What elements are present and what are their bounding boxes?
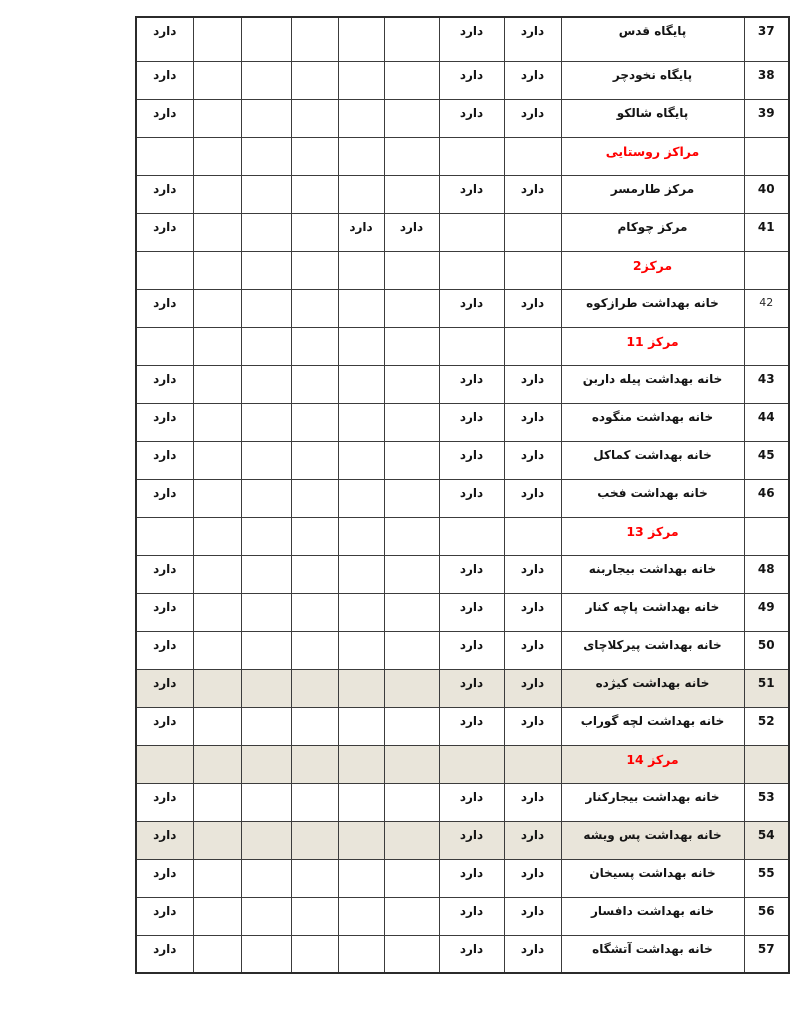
table-row (136, 593, 789, 631)
cell-status (504, 251, 561, 289)
cell-center-name: خانه بهداشت لچه گوراب (561, 707, 744, 745)
cell-status (291, 517, 338, 555)
cell-status (384, 631, 439, 669)
cell-status (193, 897, 241, 935)
cell-status (439, 745, 504, 783)
cell-status (384, 137, 439, 175)
cell-status (193, 99, 241, 137)
cell-status (193, 935, 241, 973)
cell-status (384, 935, 439, 973)
cell-status: دارد (504, 289, 561, 327)
cell-status: دارد (504, 707, 561, 745)
cell-status (193, 61, 241, 99)
cell-row-number: 57 (744, 935, 789, 973)
table-row (136, 821, 789, 859)
cell-status: دارد (338, 213, 384, 251)
cell-status (338, 441, 384, 479)
cell-status (193, 783, 241, 821)
cell-status (384, 669, 439, 707)
cell-status (338, 555, 384, 593)
cell-status (338, 859, 384, 897)
cell-status (384, 517, 439, 555)
cell-status: دارد (439, 365, 504, 403)
cell-status: دارد (136, 289, 193, 327)
cell-status: دارد (136, 669, 193, 707)
cell-status: دارد (504, 403, 561, 441)
cell-row-number: 52 (744, 707, 789, 745)
cell-status: دارد (439, 403, 504, 441)
table-row (136, 61, 789, 99)
cell-status (384, 821, 439, 859)
table-row (136, 17, 789, 61)
cell-row-number: 46 (744, 479, 789, 517)
cell-center-name: مرکز طارمسر (561, 175, 744, 213)
cell-status: دارد (136, 99, 193, 137)
cell-status (291, 403, 338, 441)
table-row (136, 707, 789, 745)
cell-row-number: 55 (744, 859, 789, 897)
cell-status (193, 859, 241, 897)
cell-row-number (744, 327, 789, 365)
cell-status (193, 327, 241, 365)
cell-status (439, 137, 504, 175)
cell-status (193, 707, 241, 745)
cell-status (384, 707, 439, 745)
cell-status (241, 175, 291, 213)
cell-status (241, 669, 291, 707)
cell-status: دارد (504, 555, 561, 593)
cell-status (241, 479, 291, 517)
table-row (136, 631, 789, 669)
cell-status (291, 213, 338, 251)
health-centers-table (135, 16, 790, 974)
cell-status (193, 441, 241, 479)
table-row (136, 289, 789, 327)
cell-center-name: خانه بهداشت فخب (561, 479, 744, 517)
cell-status (291, 289, 338, 327)
cell-status (136, 137, 193, 175)
cell-status (193, 517, 241, 555)
cell-center-name: خانه بهداشت پاچه کنار (561, 593, 744, 631)
cell-status: دارد (439, 555, 504, 593)
cell-status (338, 365, 384, 403)
cell-row-number: 40 (744, 175, 789, 213)
cell-status (241, 707, 291, 745)
cell-center-name: خانه بهداشت آتشگاه (561, 935, 744, 973)
cell-status: دارد (439, 61, 504, 99)
cell-status (384, 479, 439, 517)
cell-status: دارد (136, 897, 193, 935)
cell-status (439, 213, 504, 251)
cell-status (384, 593, 439, 631)
cell-status (136, 745, 193, 783)
cell-status: دارد (439, 783, 504, 821)
cell-status: دارد (136, 593, 193, 631)
cell-status: دارد (439, 631, 504, 669)
cell-status (384, 441, 439, 479)
cell-status (241, 593, 291, 631)
cell-status: دارد (136, 479, 193, 517)
cell-status (504, 327, 561, 365)
cell-status: دارد (504, 935, 561, 973)
cell-status (291, 745, 338, 783)
cell-status: دارد (439, 289, 504, 327)
cell-status (193, 365, 241, 403)
cell-row-number: 54 (744, 821, 789, 859)
cell-status (291, 479, 338, 517)
cell-status: دارد (504, 61, 561, 99)
cell-status (291, 99, 338, 137)
table-row (136, 441, 789, 479)
cell-status (439, 327, 504, 365)
cell-status (241, 403, 291, 441)
cell-status (338, 251, 384, 289)
cell-status (241, 555, 291, 593)
cell-status (193, 251, 241, 289)
cell-status: دارد (136, 17, 193, 61)
cell-status (193, 593, 241, 631)
cell-center-name: خانه بهداشت پیرکلاچای (561, 631, 744, 669)
cell-status (241, 631, 291, 669)
cell-status (241, 365, 291, 403)
cell-status (338, 935, 384, 973)
cell-status (291, 897, 338, 935)
cell-status (384, 859, 439, 897)
cell-center-name: خانه بهداشت پیله داربن (561, 365, 744, 403)
cell-status: دارد (439, 593, 504, 631)
cell-status (439, 251, 504, 289)
cell-status: دارد (439, 17, 504, 61)
cell-status (291, 707, 338, 745)
section-header-row (136, 517, 789, 555)
cell-status: دارد (504, 669, 561, 707)
cell-status (193, 137, 241, 175)
cell-status: دارد (136, 441, 193, 479)
cell-status (241, 783, 291, 821)
cell-row-number: 50 (744, 631, 789, 669)
cell-status (241, 137, 291, 175)
cell-status: دارد (439, 441, 504, 479)
cell-status: دارد (136, 783, 193, 821)
cell-status (291, 935, 338, 973)
cell-row-number: 45 (744, 441, 789, 479)
cell-status (384, 365, 439, 403)
table-row (136, 213, 789, 251)
cell-status (291, 783, 338, 821)
table-row (136, 935, 789, 973)
cell-status (193, 555, 241, 593)
cell-row-number (744, 137, 789, 175)
cell-status (384, 251, 439, 289)
cell-status (384, 61, 439, 99)
cell-status (193, 289, 241, 327)
cell-status (241, 17, 291, 61)
cell-status: دارد (136, 631, 193, 669)
cell-status (291, 137, 338, 175)
cell-status: دارد (136, 213, 193, 251)
cell-status (193, 745, 241, 783)
cell-status (384, 897, 439, 935)
cell-status: دارد (504, 821, 561, 859)
cell-status: دارد (384, 213, 439, 251)
cell-row-number: 39 (744, 99, 789, 137)
cell-row-number: 56 (744, 897, 789, 935)
cell-center-name: مرکز چوکام (561, 213, 744, 251)
cell-status: دارد (504, 441, 561, 479)
cell-center-name: خانه بهداشت کماکل (561, 441, 744, 479)
cell-status (291, 593, 338, 631)
cell-status (291, 441, 338, 479)
cell-center-name: خانه بهداشت کیژده (561, 669, 744, 707)
cell-status (241, 935, 291, 973)
cell-status (291, 17, 338, 61)
cell-row-number: 48 (744, 555, 789, 593)
cell-status (384, 555, 439, 593)
cell-center-name: خانه بهداشت بیجاربنه (561, 555, 744, 593)
cell-status (241, 61, 291, 99)
cell-status (291, 251, 338, 289)
cell-center-name: خانه بهداشت بیجارکنار (561, 783, 744, 821)
cell-status: دارد (504, 783, 561, 821)
cell-status (241, 859, 291, 897)
cell-status: دارد (136, 365, 193, 403)
cell-status (504, 213, 561, 251)
cell-status: دارد (439, 859, 504, 897)
cell-status (338, 631, 384, 669)
cell-center-name: خانه بهداشت پس ویشه (561, 821, 744, 859)
cell-status: دارد (504, 17, 561, 61)
cell-status (291, 365, 338, 403)
table-body (136, 17, 789, 973)
cell-row-number: 49 (744, 593, 789, 631)
section-header-row (136, 327, 789, 365)
cell-status (193, 403, 241, 441)
cell-status (241, 251, 291, 289)
cell-status: دارد (439, 175, 504, 213)
cell-status (291, 631, 338, 669)
cell-status (384, 17, 439, 61)
cell-row-number: 43 (744, 365, 789, 403)
cell-status (338, 61, 384, 99)
cell-status: دارد (136, 707, 193, 745)
cell-status: دارد (504, 479, 561, 517)
cell-center-name: پایگاه قدس (561, 17, 744, 61)
cell-status: دارد (439, 821, 504, 859)
cell-status (241, 213, 291, 251)
cell-status (338, 783, 384, 821)
cell-status (291, 821, 338, 859)
cell-status (338, 707, 384, 745)
cell-status (291, 61, 338, 99)
cell-status: دارد (439, 479, 504, 517)
cell-status (384, 327, 439, 365)
cell-status (193, 631, 241, 669)
cell-status (193, 821, 241, 859)
cell-status (241, 99, 291, 137)
cell-row-number: 38 (744, 61, 789, 99)
cell-status: دارد (136, 935, 193, 973)
cell-status (241, 517, 291, 555)
cell-status (384, 99, 439, 137)
cell-status: دارد (504, 365, 561, 403)
cell-row-number (744, 745, 789, 783)
cell-status (193, 175, 241, 213)
table-row (136, 175, 789, 213)
cell-status: دارد (504, 897, 561, 935)
cell-status (384, 403, 439, 441)
cell-status (338, 517, 384, 555)
cell-status (241, 441, 291, 479)
cell-section-title: مرکز 14 (561, 745, 744, 783)
cell-status (291, 859, 338, 897)
table-row (136, 669, 789, 707)
cell-status (338, 289, 384, 327)
cell-status: دارد (439, 99, 504, 137)
cell-status (338, 17, 384, 61)
cell-status (136, 517, 193, 555)
cell-center-name: پایگاه شالکو (561, 99, 744, 137)
cell-status: دارد (136, 821, 193, 859)
cell-status (193, 213, 241, 251)
cell-status (338, 327, 384, 365)
cell-status (504, 517, 561, 555)
table-row (136, 479, 789, 517)
cell-row-number (744, 251, 789, 289)
section-header-row (136, 745, 789, 783)
cell-center-name: پایگاه نخودچر (561, 61, 744, 99)
cell-status (338, 745, 384, 783)
cell-status: دارد (136, 175, 193, 213)
table-row (136, 555, 789, 593)
cell-status: دارد (439, 935, 504, 973)
cell-status (291, 555, 338, 593)
cell-status (338, 897, 384, 935)
cell-row-number (744, 517, 789, 555)
cell-status (338, 175, 384, 213)
cell-status (439, 517, 504, 555)
cell-status: دارد (439, 707, 504, 745)
cell-status: دارد (504, 859, 561, 897)
cell-status (338, 137, 384, 175)
cell-status (504, 137, 561, 175)
cell-status (136, 327, 193, 365)
cell-status: دارد (504, 593, 561, 631)
cell-center-name: خانه بهداشت پسیخان (561, 859, 744, 897)
cell-status (384, 289, 439, 327)
cell-row-number: 42 (744, 289, 789, 327)
cell-section-title: مراکز روستایی (561, 137, 744, 175)
cell-status (241, 821, 291, 859)
cell-row-number: 53 (744, 783, 789, 821)
cell-section-title: مرکز 13 (561, 517, 744, 555)
cell-status: دارد (504, 99, 561, 137)
cell-status (241, 289, 291, 327)
cell-status: دارد (504, 631, 561, 669)
cell-status (384, 745, 439, 783)
cell-center-name: خانه بهداشت دافسار (561, 897, 744, 935)
cell-row-number: 44 (744, 403, 789, 441)
cell-status: دارد (136, 61, 193, 99)
cell-status (136, 251, 193, 289)
cell-status (504, 745, 561, 783)
cell-status: دارد (136, 555, 193, 593)
table-row (136, 99, 789, 137)
cell-status (193, 479, 241, 517)
cell-status (291, 175, 338, 213)
cell-section-title: مرکز2 (561, 251, 744, 289)
cell-row-number: 51 (744, 669, 789, 707)
table-row (136, 897, 789, 935)
section-header-row (136, 251, 789, 289)
cell-status (241, 327, 291, 365)
cell-status: دارد (504, 175, 561, 213)
cell-status (338, 669, 384, 707)
cell-status (193, 17, 241, 61)
cell-status (338, 593, 384, 631)
cell-status (338, 479, 384, 517)
cell-status (241, 745, 291, 783)
cell-center-name: خانه بهداشت طرازکوه (561, 289, 744, 327)
cell-status (338, 821, 384, 859)
cell-status: دارد (136, 859, 193, 897)
table-row (136, 403, 789, 441)
table-row (136, 783, 789, 821)
cell-center-name: خانه بهداشت منگوده (561, 403, 744, 441)
table-row (136, 859, 789, 897)
cell-section-title: مرکز 11 (561, 327, 744, 365)
table-row (136, 365, 789, 403)
cell-status (338, 403, 384, 441)
cell-status: دارد (439, 897, 504, 935)
cell-status (291, 327, 338, 365)
cell-status (384, 783, 439, 821)
cell-status (193, 669, 241, 707)
cell-row-number: 37 (744, 17, 789, 61)
cell-status: دارد (136, 403, 193, 441)
cell-status (241, 897, 291, 935)
cell-row-number: 41 (744, 213, 789, 251)
cell-status (291, 669, 338, 707)
cell-status (384, 175, 439, 213)
section-header-row (136, 137, 789, 175)
cell-status: دارد (439, 669, 504, 707)
cell-status (338, 99, 384, 137)
